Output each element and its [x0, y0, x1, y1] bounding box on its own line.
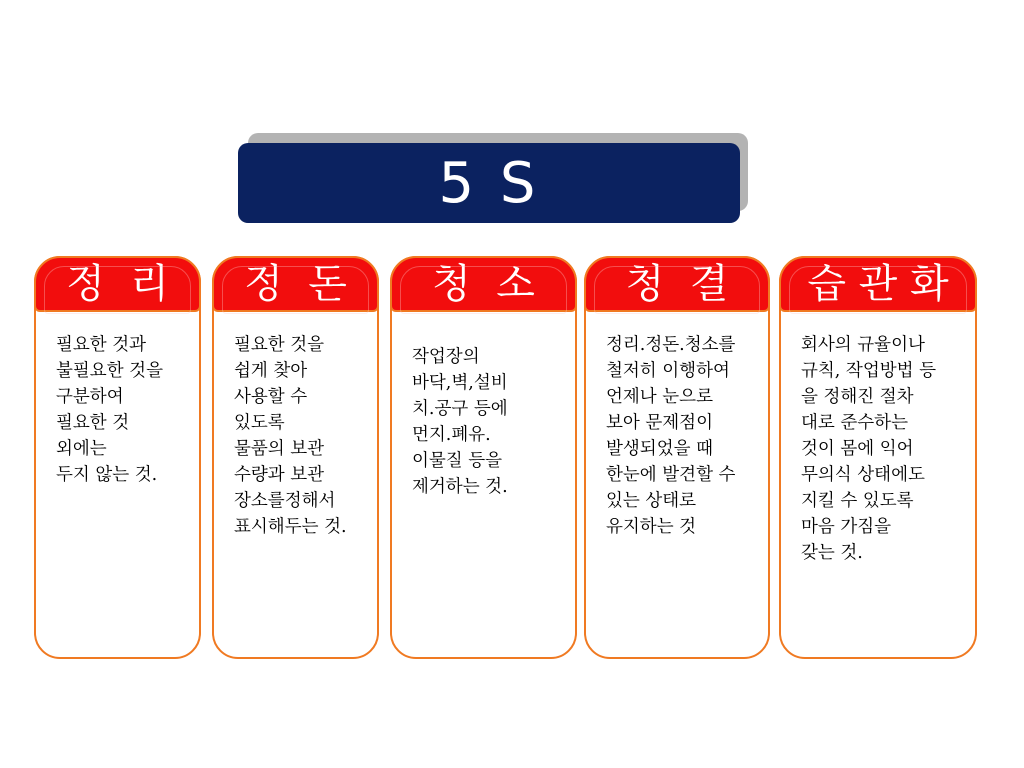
- card-description: 작업장의 바닥,벽,설비 치.공구 등에 먼지.폐유. 이물질 등을 제거하는 것.: [412, 347, 508, 497]
- card-description: 정리.정돈.청소를 철저히 이행하여 언제나 눈으로 보아 문제점이 발생되었을 때 한눈에 발견할 수 있는 상태로 유지하는 것: [606, 335, 736, 537]
- page-title: 5 S: [438, 150, 540, 216]
- card-description: 필요한 것과 불필요한 것을 구분하여 필요한 것 외에는 두지 않는 것.: [56, 335, 163, 485]
- card-seiso: [390, 256, 577, 659]
- card-seiton: [212, 256, 379, 659]
- card-description: 필요한 것을 쉽게 찾아 사용할 수 있도록 물품의 보관 수량과 보관 장소를정해서 표시해두는 것.: [234, 335, 347, 537]
- card-header: [779, 256, 977, 312]
- card-seiketsu: [584, 256, 770, 659]
- card-seiri: [34, 256, 201, 659]
- card-header: [390, 256, 577, 312]
- card-header: [34, 256, 201, 312]
- title-banner: [238, 143, 740, 223]
- card-title: 정 돈: [244, 261, 347, 307]
- card-description: 회사의 규율이나 규칙, 작업방법 등 을 정해진 절차 대로 준수하는 것이 몸에 익어 무의식 상태에도 지킬 수 있도록 마음 가짐을 갖는 것.: [801, 335, 937, 563]
- card-title: 청 소: [432, 261, 535, 307]
- card-title: 청 결: [625, 261, 729, 307]
- card-header: [212, 256, 379, 312]
- card-header: [584, 256, 770, 312]
- card-title: 습 관 화: [807, 261, 949, 307]
- card-title: 정 리: [66, 261, 169, 307]
- card-shitsuke: [779, 256, 977, 659]
